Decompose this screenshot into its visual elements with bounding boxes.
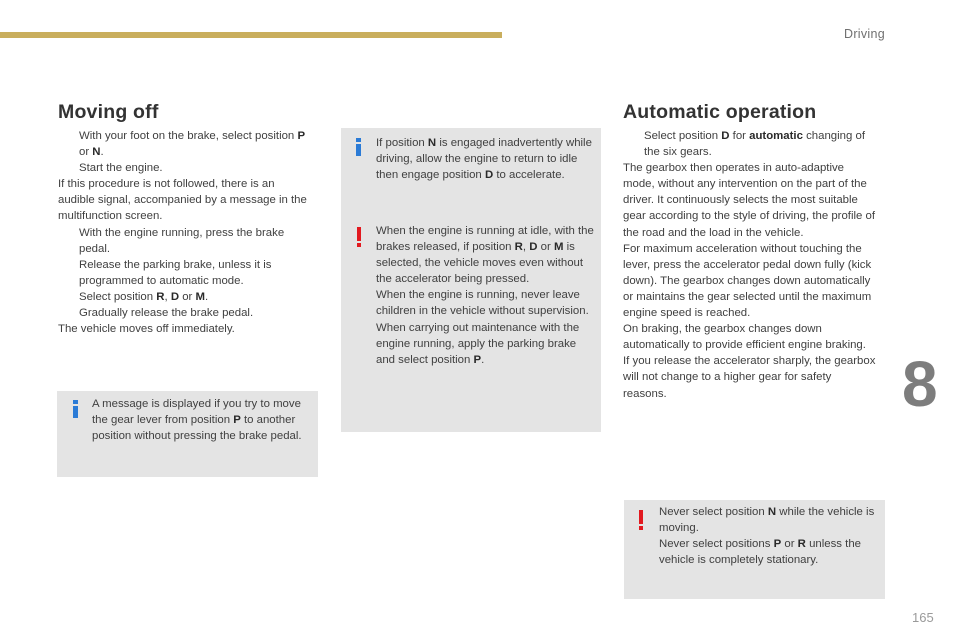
info-box-neutral — [341, 128, 601, 215]
paragraph: If this procedure is not followed, there is an audible signal, accompanied by a message in the multifunction screen. — [58, 178, 307, 223]
paragraph: On braking, the gearbox changes down automatically to provide efficient engine braking. — [623, 323, 866, 352]
paragraph: The vehicle moves off immediately. — [58, 323, 235, 336]
moving-off-body — [58, 128, 310, 337]
paragraph: If you release the accelerator sharply, the gearbox will not change to a higher gear for safety reasons. — [623, 355, 876, 400]
warning-box-idle — [341, 215, 601, 432]
info-text: A message is displayed if you try to move the gear lever from position P to another position without pressing the brake pedal. — [92, 398, 302, 443]
moving-off-heading: Moving off — [58, 101, 159, 123]
info-icon — [73, 400, 78, 418]
list-item: Select position R, D or M. — [79, 290, 209, 303]
list-item: Start the engine. — [79, 162, 163, 175]
info-icon — [356, 138, 361, 156]
info-box-message — [57, 391, 318, 477]
warning-text: When the engine is running at idle, with the brakes released, if position R, D or M is selected, the vehicle moves even without the accelerator being pressed. When the engine is running, never leave children in the vehicle without supervision. When carrying out maintenance with the engine running, apply the parking brake and select position P. — [376, 225, 594, 366]
automatic-operation-body — [623, 128, 877, 402]
paragraph: The gearbox then operates in auto-adaptive mode, without any intervention on the part of the driver. It continuously selects the most suitable gear according to the style of driving, the profile of the road and the load in the vehicle. — [623, 162, 876, 239]
warning-text: Never select position N while the vehicle is moving. Never select positions P or R unless the vehicle is completely stationary. — [659, 506, 875, 567]
header-accent-bar — [0, 32, 502, 38]
page-number: 165 — [912, 610, 934, 625]
warning-icon — [357, 227, 361, 247]
chapter-number: 8 — [902, 348, 938, 420]
list-item: With your foot on the brake, select position P or N. — [79, 130, 306, 159]
warning-icon — [639, 510, 643, 530]
list-item: Select position D for automatic changing of the six gears. — [644, 130, 865, 159]
automatic-operation-heading: Automatic operation — [623, 101, 817, 123]
list-item: Release the parking brake, unless it is programmed to automatic mode. — [79, 258, 272, 287]
section-name: Driving — [844, 27, 885, 41]
list-item: Gradually release the brake pedal. — [79, 307, 254, 320]
list-item: With the engine running, press the brake pedal. — [79, 226, 285, 255]
paragraph: For maximum acceleration without touching the lever, press the accelerator pedal down fully (kick down). The gearbox changes down automatically or maintains the gear selected until the maximum engine speed is reached. — [623, 242, 872, 320]
info-text: If position N is engaged inadvertently while driving, allow the engine to return to idle then engage position D to accelerate. — [376, 137, 592, 182]
warning-box-never — [624, 500, 885, 599]
